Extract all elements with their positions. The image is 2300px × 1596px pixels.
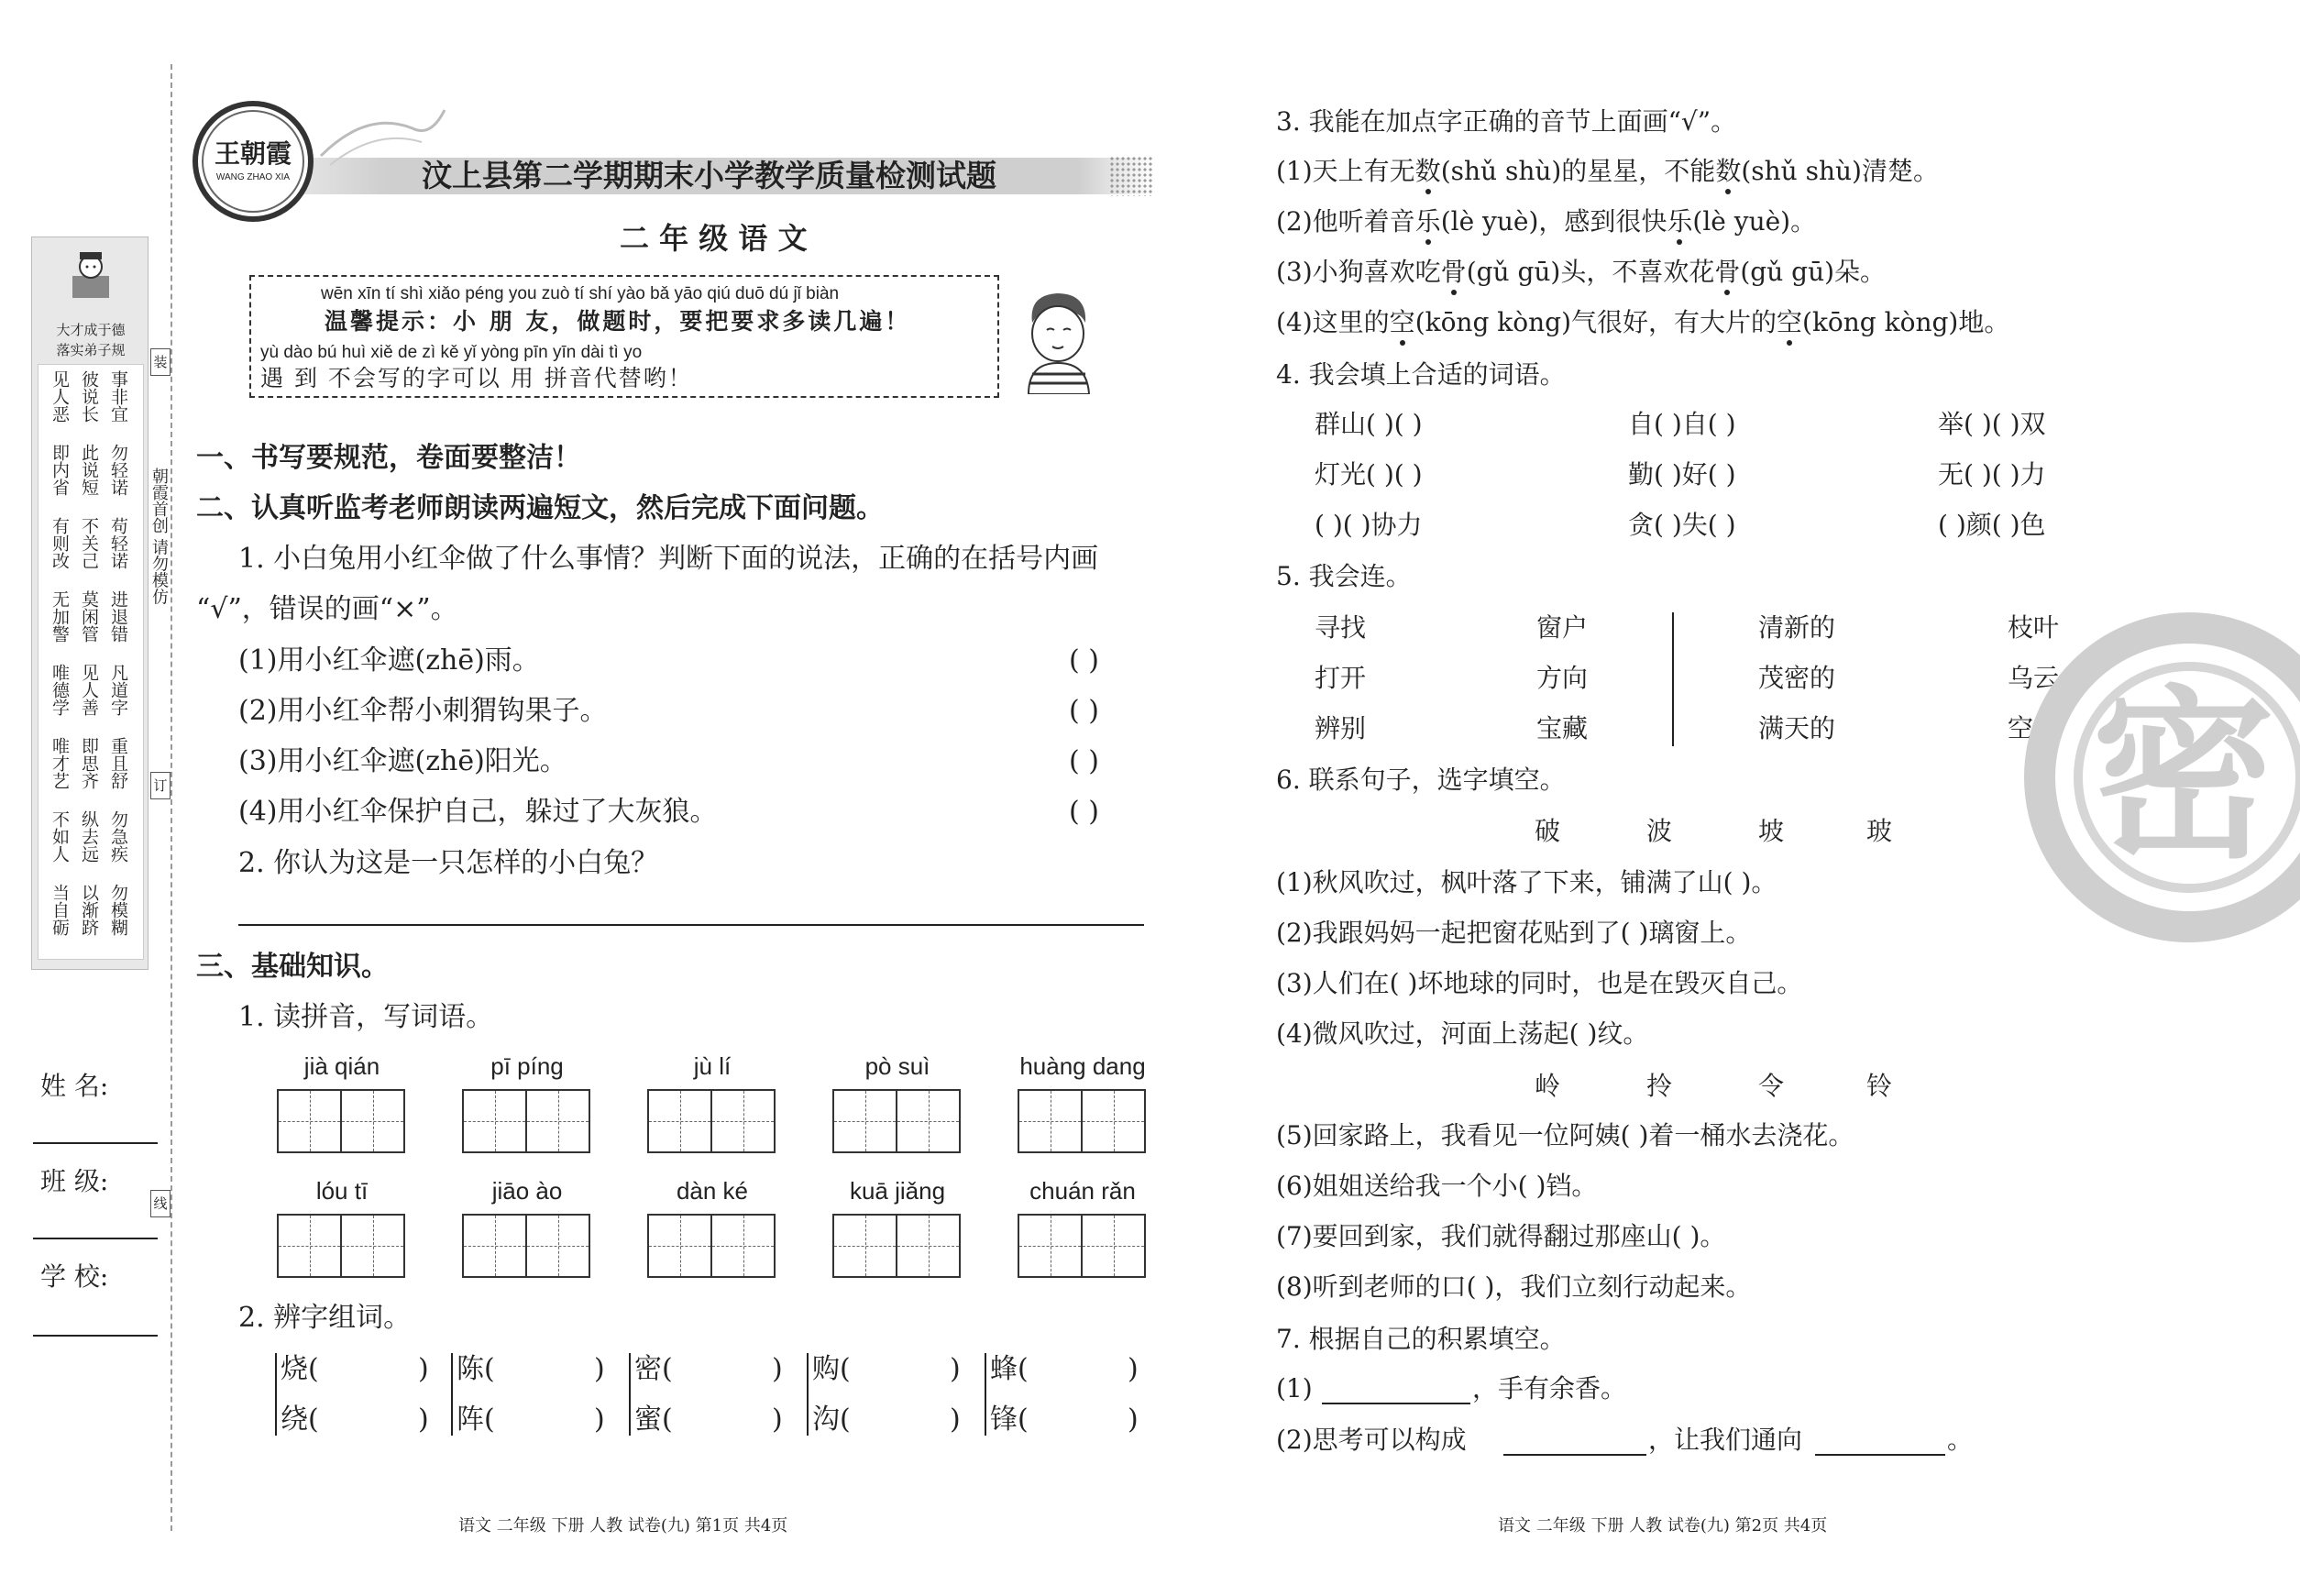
q4-fill-item[interactable]: ( )( )协力 bbox=[1315, 510, 1423, 540]
q6-sentence[interactable]: (2)我跟妈妈一起把窗花贴到了( )璃窗上。 bbox=[1276, 918, 1752, 948]
q1-text-line-1: 1. 小白兔用小红伞做了什么事情？判断下面的说法，正确的在括号内画 bbox=[238, 543, 1099, 575]
q6-sentence[interactable]: (7)要回到家，我们就得翻过那座山( )。 bbox=[1276, 1221, 1726, 1251]
motto-2: 落实弟子规 bbox=[56, 342, 126, 358]
char-top-close[interactable]: ) bbox=[772, 1353, 783, 1385]
motto-1: 大才成于德 bbox=[56, 322, 126, 338]
q4-fill-item[interactable]: 自( )自( ) bbox=[1628, 409, 1736, 439]
char-top-close[interactable]: ) bbox=[594, 1353, 605, 1385]
q6-sentence[interactable]: (5)回家路上，我看见一位阿姨( )着一桶水去浇花。 bbox=[1276, 1120, 1854, 1150]
section-2-heading: 二、认真听监考老师朗读两遍短文，然后完成下面问题。 bbox=[196, 492, 884, 524]
motto-column: 以渐跻 bbox=[79, 884, 99, 936]
page-2-footer: 语文 二年级 下册 人教 试卷(九) 第2页 共4页 bbox=[1498, 1516, 1828, 1535]
motto-column: 彼说长 bbox=[79, 370, 99, 423]
tip-line-1: 温馨提示：小 朋 友，做题时，要把要求多读几遍！ bbox=[325, 308, 911, 335]
seal-mark-3: 线 bbox=[150, 1190, 171, 1217]
char-top: 陈( bbox=[457, 1353, 495, 1385]
q3-text: (2)他听着音 bbox=[1276, 206, 1415, 237]
char-bottom-close[interactable]: ) bbox=[772, 1403, 783, 1436]
writing-grid[interactable] bbox=[277, 1214, 405, 1278]
judge-answer-3[interactable]: ( ) bbox=[1069, 745, 1099, 777]
bracket-line bbox=[807, 1353, 809, 1436]
motto-column: 当自砺 bbox=[50, 884, 70, 936]
motto-column: 苟轻诺 bbox=[108, 517, 128, 569]
writing-grid[interactable] bbox=[647, 1089, 776, 1153]
pinyin-10: chuán rǎn bbox=[1029, 1177, 1136, 1205]
dotted-char: 乐 bbox=[1414, 206, 1441, 237]
q3-item bbox=[1276, 257, 1886, 288]
match-word[interactable]: 茂密的 bbox=[1758, 663, 1836, 693]
pinyin-1: jià qián bbox=[303, 1052, 380, 1080]
writing-grid[interactable] bbox=[832, 1214, 961, 1278]
q3-text[interactable]: (lè yuè)，感到很快 bbox=[1440, 206, 1667, 237]
judge-item-3: (3)用小红伞遮(zhē)阳光。 bbox=[238, 745, 567, 777]
motto-column: 唯才艺 bbox=[50, 737, 70, 789]
q2-text: 2. 你认为这是一只怎样的小白兔？ bbox=[238, 847, 659, 879]
match-word[interactable]: 枝叶 bbox=[2008, 612, 2060, 643]
tip-pinyin-2: yù dào bú huì xiě de zì kě yǐ yòng pīn yīn dài tì yo bbox=[260, 343, 643, 362]
q3-text[interactable]: (lè yuè)。 bbox=[1692, 206, 1817, 237]
q3-item bbox=[1276, 156, 1939, 187]
page-1-footer: 语文 二年级 下册 人教 试卷(九) 第1页 共4页 bbox=[458, 1516, 788, 1535]
char-top: 购( bbox=[812, 1353, 851, 1385]
match-word[interactable]: 辨别 bbox=[1315, 713, 1367, 743]
q6-heading: 6. 联系句子，选字填空。 bbox=[1276, 765, 1566, 795]
q4-heading: 4. 我会填上合适的词语。 bbox=[1276, 359, 1566, 390]
option-char: 铃 bbox=[1866, 1071, 1893, 1101]
copyright-note: 朝霞首创 请勿模仿 bbox=[149, 468, 169, 605]
dotted-char: 数 bbox=[1414, 156, 1441, 186]
q3-item bbox=[1276, 206, 1816, 237]
motto-column: 见人恶 bbox=[50, 370, 70, 423]
motto-column: 无加警 bbox=[50, 590, 70, 643]
section-1-heading: 一、书写要规范，卷面要整洁！ bbox=[196, 442, 581, 474]
char-bottom-close[interactable]: ) bbox=[418, 1403, 429, 1436]
char-top-close[interactable]: ) bbox=[418, 1353, 429, 1385]
writing-grid[interactable] bbox=[462, 1214, 590, 1278]
pinyin-2: pī píng bbox=[490, 1052, 564, 1080]
motto-column: 进退错 bbox=[108, 590, 128, 643]
b1-text: 1. 读拼音，写词语。 bbox=[238, 1001, 494, 1033]
pinyin-4: pò suì bbox=[864, 1052, 930, 1080]
tip-line-2: 遇 到 不会写的字可以 用 拼音代替哟！ bbox=[260, 365, 693, 391]
judge-item-1: (1)用小红伞遮(zhē)雨。 bbox=[238, 644, 540, 677]
q3-text[interactable]: (gǔ gū)头，不喜欢花 bbox=[1466, 257, 1715, 287]
q4-fill-item[interactable]: 群山( )( ) bbox=[1315, 409, 1423, 439]
bracket-line bbox=[451, 1353, 453, 1436]
char-top: 烧( bbox=[281, 1353, 319, 1385]
seal-mark-1: 装 bbox=[150, 348, 171, 376]
motto-column: 不关己 bbox=[79, 517, 99, 569]
writing-grid[interactable] bbox=[462, 1089, 590, 1153]
pinyin-9: kuā jiǎng bbox=[849, 1177, 946, 1205]
char-bottom-close[interactable]: ) bbox=[950, 1403, 961, 1436]
scholar-figure-icon bbox=[63, 248, 118, 302]
char-top: 蜂( bbox=[990, 1353, 1029, 1385]
dotted-char: 数 bbox=[1715, 156, 1742, 186]
pinyin-3: jù lí bbox=[693, 1052, 732, 1080]
option-char: 拎 bbox=[1646, 1071, 1673, 1101]
q6-sentence[interactable]: (1)秋风吹过，枫叶落了下来，铺满了山( )。 bbox=[1276, 867, 1777, 897]
char-bottom-close[interactable]: ) bbox=[594, 1403, 605, 1436]
char-top-close[interactable]: ) bbox=[950, 1353, 961, 1385]
match-word[interactable]: 满天的 bbox=[1758, 713, 1836, 743]
class-field[interactable] bbox=[33, 1238, 158, 1239]
motto-column: 即思齐 bbox=[79, 737, 99, 789]
char-top: 密( bbox=[634, 1353, 673, 1385]
q5-heading: 5. 我会连。 bbox=[1276, 561, 1412, 591]
dot-pattern bbox=[1109, 156, 1153, 196]
q3-text: (4)这里的 bbox=[1276, 307, 1390, 337]
q4-fill-item[interactable]: 贪( )失( ) bbox=[1628, 510, 1736, 540]
char-bottom-close[interactable]: ) bbox=[1128, 1403, 1139, 1436]
school-label: 学 校: bbox=[40, 1261, 109, 1292]
writing-grid[interactable] bbox=[1018, 1089, 1146, 1153]
q5-divider bbox=[1672, 612, 1674, 746]
pinyin-6: lóu tī bbox=[315, 1177, 369, 1205]
q4-fill-item[interactable]: ( )颜( )色 bbox=[1938, 510, 2046, 540]
char-bottom: 绕( bbox=[281, 1403, 319, 1436]
b2-text: 2. 辨字组词。 bbox=[238, 1302, 412, 1334]
q6-sentence[interactable]: (8)听到老师的口( )，我们立刻行动起来。 bbox=[1276, 1271, 1752, 1302]
q7-2-blank-2[interactable] bbox=[1815, 1454, 1945, 1456]
judge-item-4: (4)用小红伞保护自己，躲过了大灰狼。 bbox=[238, 796, 718, 828]
pinyin-7: jiāo ào bbox=[491, 1177, 563, 1205]
logo-subtext: WANG ZHAO XIA bbox=[215, 172, 291, 182]
confidential-seal bbox=[2024, 612, 2300, 942]
subject-title: 二 年 级 语 文 bbox=[620, 221, 808, 256]
dotted-char: 空 bbox=[1389, 307, 1415, 337]
q7-1-prefix: (1) bbox=[1276, 1373, 1313, 1403]
motto-column: 有则改 bbox=[50, 517, 70, 569]
bracket-line bbox=[275, 1353, 277, 1436]
q7-2-blank-1[interactable] bbox=[1503, 1454, 1646, 1456]
q3-text[interactable]: (shǔ shù)清楚。 bbox=[1741, 156, 1939, 186]
logo-badge bbox=[193, 101, 314, 222]
option-char: 波 bbox=[1646, 816, 1673, 846]
match-word[interactable]: 空气 bbox=[2008, 713, 2060, 743]
match-word[interactable]: 方向 bbox=[1536, 663, 1589, 693]
pinyin-8: dàn ké bbox=[676, 1177, 749, 1205]
logo-name: 王朝霞 bbox=[214, 138, 292, 169]
q2-answer-line[interactable] bbox=[238, 924, 1144, 926]
match-word[interactable]: 寻找 bbox=[1315, 612, 1367, 643]
motto-column: 即内省 bbox=[50, 444, 70, 496]
match-word[interactable]: 打开 bbox=[1315, 663, 1367, 693]
q3-text[interactable]: (kōng kòng)地。 bbox=[1802, 307, 2010, 337]
bracket-line bbox=[629, 1353, 631, 1436]
q3-text[interactable]: (shǔ shù)的星星，不能 bbox=[1440, 156, 1716, 186]
q7-2-middle: ，让我们通向 bbox=[1648, 1425, 1803, 1455]
judge-answer-1[interactable]: ( ) bbox=[1069, 644, 1099, 677]
q4-fill-item[interactable]: 无( )( )力 bbox=[1938, 459, 2046, 490]
motto-column: 勿急疾 bbox=[108, 810, 128, 863]
char-bottom: 阵( bbox=[457, 1403, 495, 1436]
judge-answer-4[interactable]: ( ) bbox=[1069, 796, 1099, 828]
option-char: 岭 bbox=[1535, 1071, 1561, 1101]
class-label: 班 级: bbox=[40, 1166, 109, 1196]
seal-character: 密 bbox=[2092, 670, 2276, 884]
q1-text-line-2: “√”，错误的画“×”。 bbox=[196, 593, 458, 625]
bracket-line bbox=[985, 1353, 986, 1436]
tip-pinyin-1: wēn xīn tí shì xiǎo péng you zuò tí shí yào bǎ yāo qiú duō dú jǐ biàn bbox=[321, 284, 840, 303]
dotted-char: 乐 bbox=[1667, 206, 1693, 237]
option-char: 坡 bbox=[1758, 816, 1785, 846]
binding-dashed-line bbox=[171, 64, 172, 1531]
motto-column: 莫闲管 bbox=[79, 590, 99, 643]
motto-column: 凡道字 bbox=[108, 664, 128, 716]
motto-column: 纵去远 bbox=[79, 810, 99, 863]
q7-2-prefix: (2)思考可以构成 bbox=[1276, 1425, 1467, 1455]
dotted-char: 空 bbox=[1777, 307, 1803, 337]
q4-fill-item[interactable]: 灯光( )( ) bbox=[1315, 459, 1423, 490]
motto-column: 事非宜 bbox=[108, 370, 128, 423]
match-word[interactable]: 清新的 bbox=[1758, 612, 1836, 643]
q4-fill-item[interactable]: 勤( )好( ) bbox=[1628, 459, 1736, 490]
pinyin-5: huàng dang bbox=[1019, 1052, 1146, 1080]
school-field[interactable] bbox=[33, 1335, 158, 1337]
q7-1-blank[interactable] bbox=[1322, 1403, 1470, 1404]
judge-item-2: (2)用小红伞帮小刺猬钩果子。 bbox=[238, 695, 608, 727]
child-reading-icon bbox=[1016, 286, 1098, 394]
motto-column: 勿轻诺 bbox=[108, 444, 128, 496]
q3-item bbox=[1276, 307, 2009, 338]
q3-text: (1)天上有无 bbox=[1276, 156, 1415, 186]
char-bottom: 蜜( bbox=[634, 1403, 673, 1436]
motto-column: 不如人 bbox=[50, 810, 70, 863]
option-char: 玻 bbox=[1866, 816, 1893, 846]
name-label: 姓 名: bbox=[40, 1071, 109, 1101]
writing-grid[interactable] bbox=[1018, 1214, 1146, 1278]
motto-column: 重且舒 bbox=[108, 737, 128, 789]
q7-2-suffix: 。 bbox=[1947, 1425, 1974, 1455]
option-char: 令 bbox=[1758, 1071, 1785, 1101]
writing-grid[interactable] bbox=[832, 1089, 961, 1153]
writing-grid[interactable] bbox=[647, 1214, 776, 1278]
motto-column: 唯德学 bbox=[50, 664, 70, 716]
motto-column: 此说短 bbox=[79, 444, 99, 496]
q6-sentence[interactable]: (4)微风吹过，河面上荡起( )纹。 bbox=[1276, 1018, 1649, 1049]
match-word[interactable]: 乌云 bbox=[2008, 663, 2060, 693]
char-bottom: 锋( bbox=[990, 1403, 1029, 1436]
q6-sentence[interactable]: (6)姐姐送给我一个小( )铛。 bbox=[1276, 1171, 1598, 1201]
section-3-heading: 三、基础知识。 bbox=[196, 951, 389, 983]
dotted-char: 骨 bbox=[1714, 257, 1741, 287]
match-word[interactable]: 窗户 bbox=[1536, 612, 1589, 643]
q3-heading: 3. 我能在加点字正确的音节上面画“√”。 bbox=[1276, 106, 1737, 137]
seal-mark-2: 订 bbox=[150, 772, 171, 799]
dotted-char: 骨 bbox=[1440, 257, 1467, 287]
motto-column: 勿模糊 bbox=[108, 884, 128, 936]
q7-heading: 7. 根据自己的积累填空。 bbox=[1276, 1324, 1566, 1354]
char-bottom: 沟( bbox=[812, 1403, 851, 1436]
q6-sentence[interactable]: (3)人们在( )坏地球的同时，也是在毁灭自己。 bbox=[1276, 968, 1803, 998]
q4-fill-item[interactable]: 举( )( )双 bbox=[1938, 409, 2046, 439]
motto-column: 见人善 bbox=[79, 664, 99, 716]
name-field[interactable] bbox=[33, 1142, 158, 1144]
writing-grid[interactable] bbox=[277, 1089, 405, 1153]
match-word[interactable]: 宝藏 bbox=[1536, 713, 1589, 743]
q3-text: (3)小狗喜欢吃 bbox=[1276, 257, 1441, 287]
exam-title: 汶上县第二学期期末小学教学质量检测试题 bbox=[422, 158, 996, 193]
q3-text[interactable]: (gǔ gū)朵。 bbox=[1740, 257, 1887, 287]
judge-answer-2[interactable]: ( ) bbox=[1069, 695, 1099, 727]
char-top-close[interactable]: ) bbox=[1128, 1353, 1139, 1385]
q7-1-suffix: ，手有余香。 bbox=[1472, 1373, 1627, 1403]
q3-text[interactable]: (kōng kòng)气很好，有大片的 bbox=[1414, 307, 1777, 337]
option-char: 破 bbox=[1535, 816, 1561, 846]
